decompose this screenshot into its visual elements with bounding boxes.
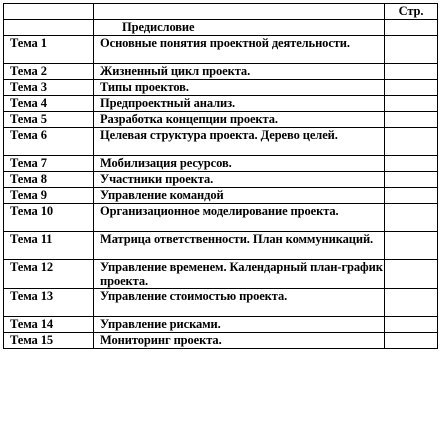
table-row — [4, 128, 438, 156]
topic-page — [385, 204, 438, 232]
topic-page — [385, 333, 438, 349]
topic-page — [385, 96, 438, 112]
topic-title: Управление временем. Календарный план-график проекта. — [94, 260, 385, 289]
topic-number: Тема 9 — [4, 188, 94, 204]
table-row — [4, 96, 438, 112]
topic-title: Типы проектов. — [94, 80, 385, 96]
table-row — [4, 64, 438, 80]
topic-title: Основные понятия проектной деятельности. — [94, 36, 385, 64]
topic-page — [385, 64, 438, 80]
page-column-header: Стр. — [385, 4, 438, 20]
header-title-cell — [94, 4, 385, 20]
topic-title: Предпроектный анализ. — [94, 96, 385, 112]
header-row — [4, 4, 438, 20]
topic-page — [385, 289, 438, 317]
topic-number: Тема 12 — [4, 260, 94, 289]
topic-title: Управление стоимостью проекта. — [94, 289, 385, 317]
table-of-contents — [3, 3, 438, 349]
topic-number: Тема 8 — [4, 172, 94, 188]
topic-number: Тема 5 — [4, 112, 94, 128]
topic-number: Тема 15 — [4, 333, 94, 349]
table-row — [4, 156, 438, 172]
preface-page-cell — [385, 20, 438, 36]
topic-page — [385, 80, 438, 96]
topic-number: Тема 13 — [4, 289, 94, 317]
topic-title: Участники проекта. — [94, 172, 385, 188]
topic-page — [385, 36, 438, 64]
table-row — [4, 333, 438, 349]
table-row — [4, 188, 438, 204]
topic-title: Целевая структура проекта. Дерево целей. — [94, 128, 385, 156]
topic-page — [385, 128, 438, 156]
topic-number: Тема 1 — [4, 36, 94, 64]
table-row — [4, 36, 438, 64]
topic-number: Тема 2 — [4, 64, 94, 80]
preface-title: Предисловие — [94, 20, 385, 36]
table-row — [4, 289, 438, 317]
topic-number: Тема 7 — [4, 156, 94, 172]
topic-page — [385, 317, 438, 333]
topic-page — [385, 172, 438, 188]
topic-number: Тема 4 — [4, 96, 94, 112]
topic-page — [385, 232, 438, 260]
table-row — [4, 317, 438, 333]
topic-page — [385, 156, 438, 172]
topic-number: Тема 3 — [4, 80, 94, 96]
topic-title: Жизненный цикл проекта. — [94, 64, 385, 80]
topic-number: Тема 11 — [4, 232, 94, 260]
topic-page — [385, 112, 438, 128]
topic-number: Тема 14 — [4, 317, 94, 333]
table-row — [4, 112, 438, 128]
topic-title: Управление рисками. — [94, 317, 385, 333]
table-row — [4, 232, 438, 260]
table-row — [4, 172, 438, 188]
table-row — [4, 80, 438, 96]
header-topic-cell — [4, 4, 94, 20]
topic-number: Тема 6 — [4, 128, 94, 156]
preface-row — [4, 20, 438, 36]
topic-title: Разработка концепции проекта. — [94, 112, 385, 128]
table-row — [4, 204, 438, 232]
table-row — [4, 260, 438, 289]
topic-page — [385, 188, 438, 204]
topic-number: Тема 10 — [4, 204, 94, 232]
topic-title: Управление командой — [94, 188, 385, 204]
topic-title: Матрица ответственности. План коммуникаций. — [94, 232, 385, 260]
topic-page — [385, 260, 438, 289]
topic-title: Мониторинг проекта. — [94, 333, 385, 349]
preface-num-cell — [4, 20, 94, 36]
topic-title: Мобилизация ресурсов. — [94, 156, 385, 172]
topic-title: Организационное моделирование проекта. — [94, 204, 385, 232]
